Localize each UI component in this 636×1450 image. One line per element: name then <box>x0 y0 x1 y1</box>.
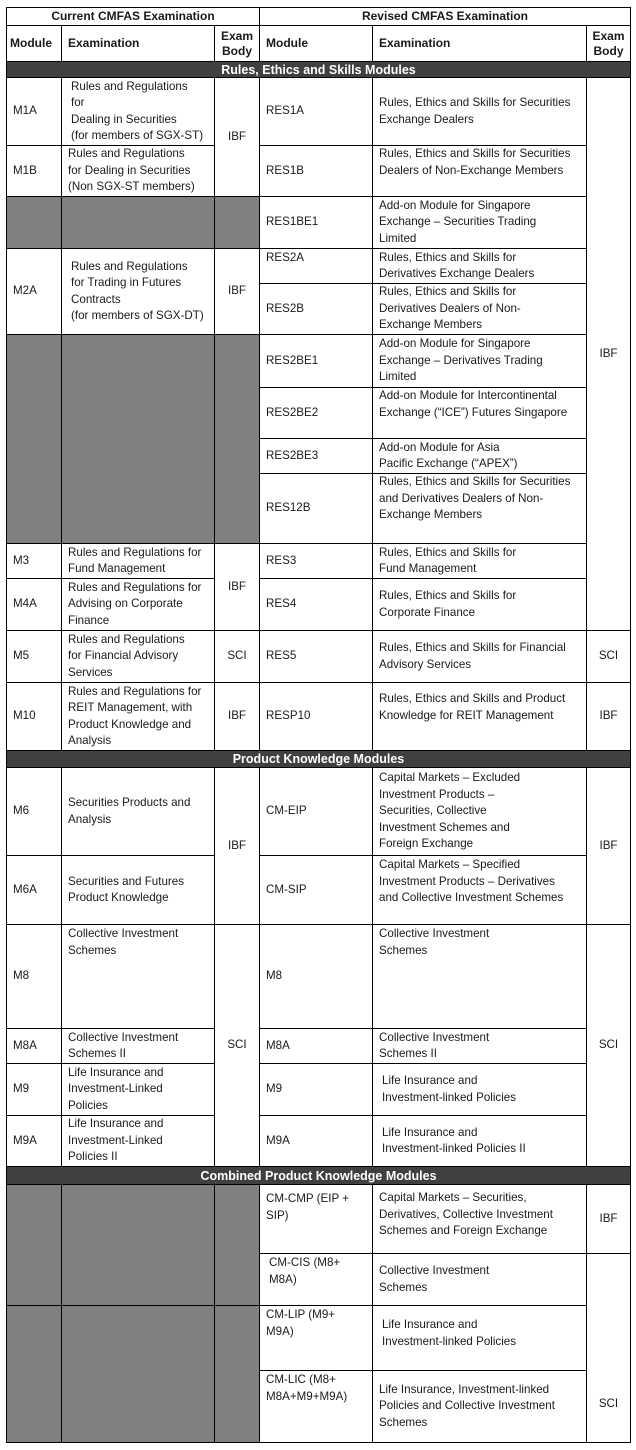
current-module-m4a: M4A <box>6 578 62 631</box>
revised-module-res2be2: RES2BE2 <box>259 387 373 439</box>
revised-exam-res5: Rules, Ethics and Skills for Financial Advisory Services <box>372 630 587 683</box>
revised-title: Revised CMFAS Examination <box>259 7 631 26</box>
revised-exam-res4: Rules, Ethics and Skills for Corporate Finance <box>372 578 587 631</box>
current-body-m1: IBF <box>214 77 260 197</box>
revised-body-m8: SCI <box>586 924 631 1167</box>
revised-body-resp10: IBF <box>586 682 631 751</box>
current-module-m8: M8 <box>6 924 62 1029</box>
revised-exam-m8a: Collective Investment Schemes II <box>372 1028 587 1064</box>
current-module-m8a: M8A <box>6 1028 62 1064</box>
current-title: Current CMFAS Examination <box>6 7 260 26</box>
revised-module-m8: M8 <box>259 924 373 1029</box>
header-module-revised: Module <box>259 25 373 62</box>
revised-exam-res2a: Rules, Ethics and Skills for Derivatives Exchange Dealers <box>372 248 587 284</box>
blank-cell <box>6 196 62 249</box>
current-module-m5: M5 <box>6 630 62 683</box>
current-exam-m8: Collective Investment Schemes <box>61 924 215 1029</box>
section-band-combined: Combined Product Knowledge Modules <box>6 1166 631 1185</box>
header-exam-revised: Examination <box>372 25 587 62</box>
revised-module-cm-lic: CM-LIC (M8+ M8A+M9+M9A) <box>259 1370 373 1443</box>
revised-module-res2be3: RES2BE3 <box>259 438 373 474</box>
revised-body-cm-cmp: IBF <box>586 1184 631 1254</box>
blank-cell <box>6 1184 62 1306</box>
section-band-rules: Rules, Ethics and Skills Modules <box>6 61 631 78</box>
header-module-current: Module <box>6 25 62 62</box>
revised-exam-cm-lip: Life Insurance and Investment-linked Policies <box>372 1305 587 1371</box>
revised-exam-m9a: Life Insurance and Investment-linked Policies II <box>372 1115 587 1167</box>
current-module-m1a: M1A <box>6 77 62 146</box>
revised-exam-res3: Rules, Ethics and Skills for Fund Management <box>372 543 587 579</box>
revised-exam-m8: Collective Investment Schemes <box>372 924 587 1029</box>
revised-module-cm-lip: CM-LIP (M9+ M9A) <box>259 1305 373 1371</box>
current-module-m6a: M6A <box>6 855 62 925</box>
current-exam-m8a: Collective Investment Schemes II <box>61 1028 215 1064</box>
revised-module-resp10: RESP10 <box>259 682 373 751</box>
revised-module-res1a: RES1A <box>259 77 373 146</box>
current-module-m6: M6 <box>6 767 62 856</box>
section-band-product: Product Knowledge Modules <box>6 750 631 768</box>
blank-cell <box>214 1184 260 1306</box>
revised-body-res: IBF <box>586 77 631 631</box>
revised-module-res4: RES4 <box>259 578 373 631</box>
revised-exam-res1a: Rules, Ethics and Skills for Securities Exchange Dealers <box>372 77 587 146</box>
revised-body-cm: IBF <box>586 767 631 925</box>
revised-exam-res12b: Rules, Ethics and Skills for Securities and Derivatives Dealers of Non- Exchange Members <box>372 473 587 544</box>
current-exam-m6: Securities Products and Analysis <box>61 767 215 856</box>
revised-exam-res2be3: Add-on Module for Asia Pacific Exchange (“APEX”) <box>372 438 587 474</box>
current-module-m3: M3 <box>6 543 62 579</box>
blank-cell <box>61 196 215 249</box>
current-module-m9: M9 <box>6 1063 62 1116</box>
current-exam-m10: Rules and Regulations for REIT Management, with Product Knowledge and Analysis <box>61 682 215 751</box>
current-exam-m4a: Rules and Regulations for Advising on Corporate Finance <box>61 578 215 631</box>
revised-exam-res2be2: Add-on Module for Intercontinental Exchange (“ICE”) Futures Singapore <box>372 387 587 439</box>
current-module-m9a: M9A <box>6 1115 62 1167</box>
current-exam-m2a: Rules and Regulations for Trading in Futures Contracts (for members of SGX-DT) <box>61 248 215 335</box>
revised-module-res5: RES5 <box>259 630 373 683</box>
current-exam-m1b: Rules and Regulations for Dealing in Securities (Non SGX-ST members) <box>61 145 215 197</box>
current-module-m1b: M1B <box>6 145 62 197</box>
current-body-m5: SCI <box>214 630 260 683</box>
blank-cell <box>61 1184 215 1306</box>
revised-exam-cm-eip: Capital Markets – Excluded Investment Products – Securities, Collective Investment Schemes and Foreign Exchange <box>372 767 587 856</box>
blank-cell <box>214 1305 260 1443</box>
current-body-m6: IBF <box>214 767 260 925</box>
revised-body-res5: SCI <box>586 630 631 683</box>
revised-module-cm-sip: CM-SIP <box>259 855 373 925</box>
revised-module-cm-cis: CM-CIS (M8+ M8A) <box>259 1253 373 1306</box>
revised-exam-res1be1: Add-on Module for Singapore Exchange – Securities Trading Limited <box>372 196 587 249</box>
blank-cell <box>214 334 260 544</box>
current-exam-m1a: Rules and Regulations for Dealing in Securities (for members of SGX-ST) <box>61 77 215 146</box>
current-body-m3-m4a: IBF <box>214 543 260 631</box>
revised-exam-res2b: Rules, Ethics and Skills for Derivatives Dealers of Non- Exchange Members <box>372 283 587 335</box>
revised-module-cm-cmp: CM-CMP (EIP + SIP) <box>259 1184 373 1254</box>
revised-exam-res1b: Rules, Ethics and Skills for Securities Dealers of Non-Exchange Members <box>372 145 587 197</box>
current-module-m10: M10 <box>6 682 62 751</box>
revised-exam-cm-lic: Life Insurance, Investment-linked Policies and Collective Investment Schemes <box>372 1370 587 1443</box>
current-exam-m3: Rules and Regulations for Fund Management <box>61 543 215 579</box>
header-body-revised: Exam Body <box>586 25 631 62</box>
revised-module-res2be1: RES2BE1 <box>259 334 373 388</box>
revised-module-cm-eip: CM-EIP <box>259 767 373 856</box>
header-body-current: Exam Body <box>214 25 260 62</box>
blank-cell <box>61 334 215 544</box>
revised-exam-cm-sip: Capital Markets – Specified Investment Products – Derivatives and Collective Investment Schemes <box>372 855 587 925</box>
revised-module-m9a: M9A <box>259 1115 373 1167</box>
current-exam-m6a: Securities and Futures Product Knowledge <box>61 855 215 925</box>
revised-module-m9: M9 <box>259 1063 373 1116</box>
revised-module-res3: RES3 <box>259 543 373 579</box>
revised-module-res1b: RES1B <box>259 145 373 197</box>
current-exam-m9a: Life Insurance and Investment-Linked Policies II <box>61 1115 215 1167</box>
revised-exam-resp10: Rules, Ethics and Skills and Product Knowledge for REIT Management <box>372 682 587 751</box>
revised-module-res2a: RES2A <box>259 248 373 284</box>
current-body-m2a: IBF <box>214 248 260 335</box>
blank-cell <box>6 1305 62 1443</box>
revised-module-res2b: RES2B <box>259 283 373 335</box>
revised-exam-m9: Life Insurance and Investment-linked Policies <box>372 1063 587 1116</box>
current-body-m8: SCI <box>214 924 260 1167</box>
revised-exam-res2be1: Add-on Module for Singapore Exchange – Derivatives Trading Limited <box>372 334 587 388</box>
revised-exam-cm-cis: Collective Investment Schemes <box>372 1253 587 1306</box>
revised-module-res1be1: RES1BE1 <box>259 196 373 249</box>
revised-module-m8a: M8A <box>259 1028 373 1064</box>
blank-cell <box>6 334 62 544</box>
revised-exam-cm-cmp: Capital Markets – Securities, Derivatives, Collective Investment Schemes and Foreign Exchange <box>372 1184 587 1254</box>
revised-body-combined: SCI <box>586 1253 631 1443</box>
header-exam-current: Examination <box>61 25 215 62</box>
current-exam-m9: Life Insurance and Investment-Linked Policies <box>61 1063 215 1116</box>
current-body-m10: IBF <box>214 682 260 751</box>
revised-module-res12b: RES12B <box>259 473 373 544</box>
current-exam-m5: Rules and Regulations for Financial Advisory Services <box>61 630 215 683</box>
blank-cell <box>61 1305 215 1443</box>
blank-cell <box>214 196 260 249</box>
current-module-m2a: M2A <box>6 248 62 335</box>
